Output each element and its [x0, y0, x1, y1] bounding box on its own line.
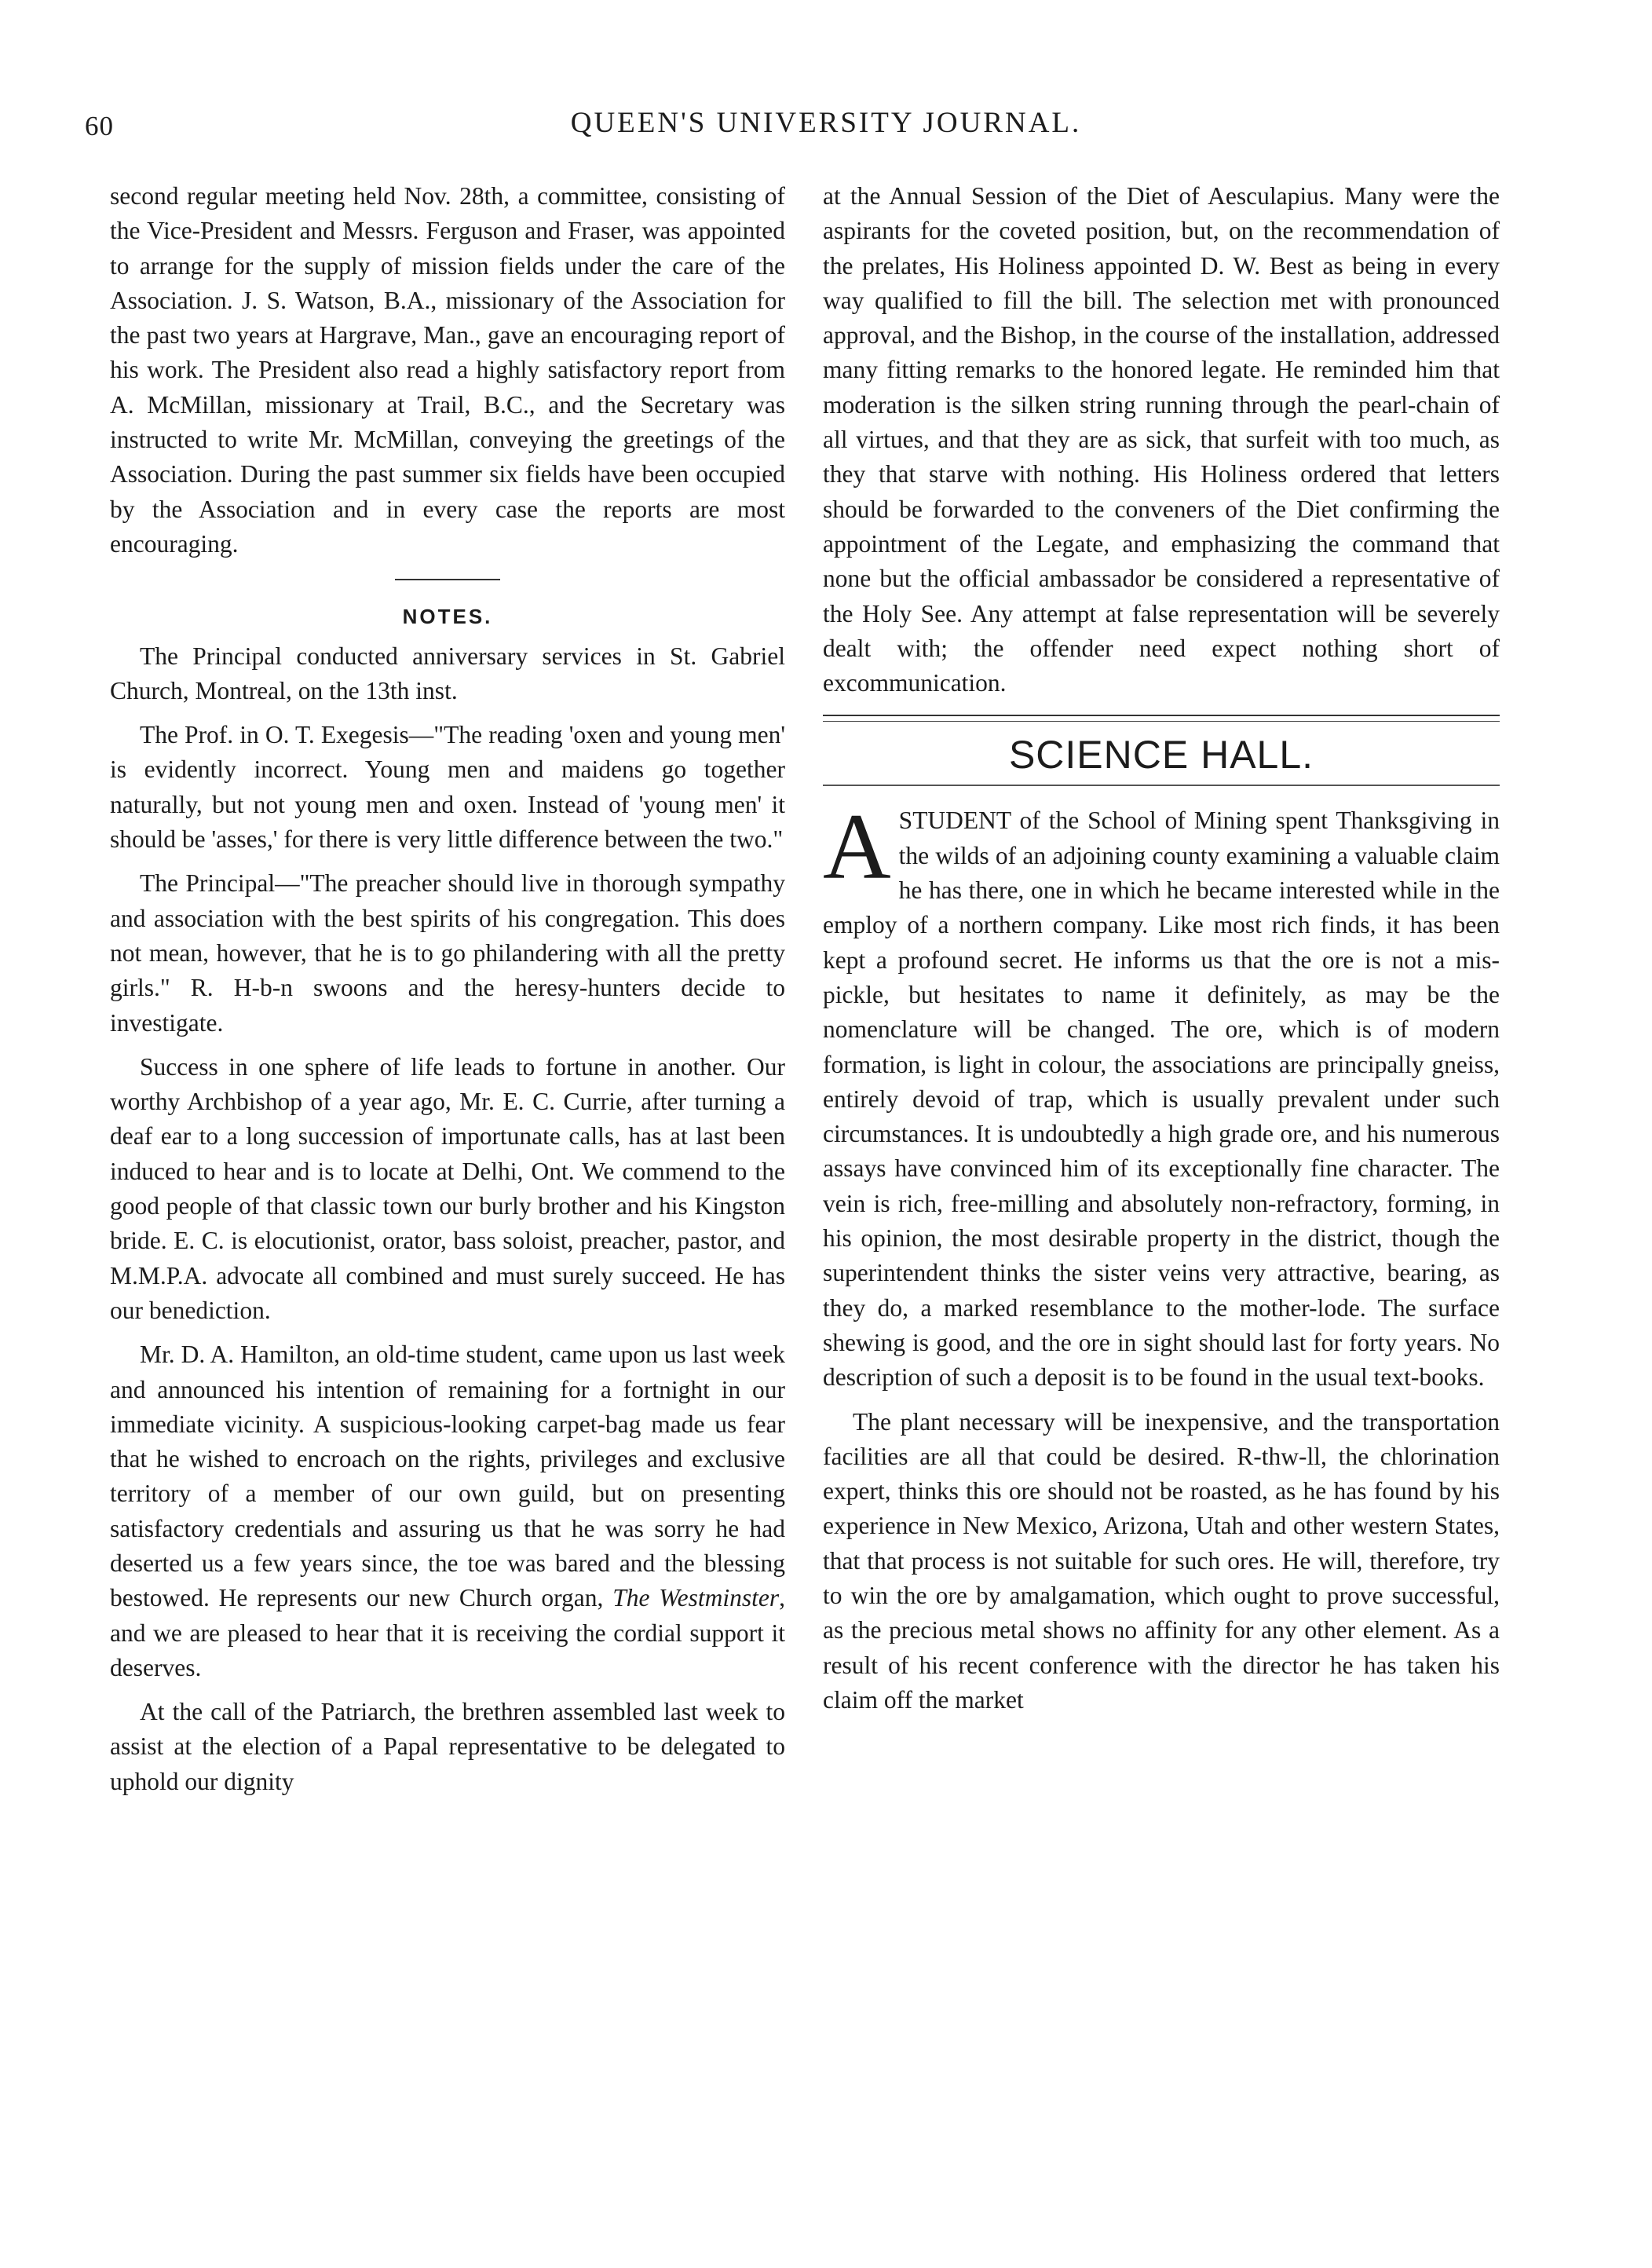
patriarch-paragraph-end: at the Annual Session of the Diet of Aesculapius. Many were the aspirants for the coveted position, but, on the recommendation of the prelates, His Holiness appointed D. W. Best as being in every way qualified to fill the bill. The selection met with pronounced approval, and the Bishop, in the course of the installation, addressed many fitting remarks to the honored legate. He reminded him that moderation is the silken string running through the pearl-chain of all virtues, and that they are as sick, that surfeit with too much, as they that starve with nothing. His Holiness ordered that letters should be forwarded to the conveners of the Diet confirming the appointment of the Legate, and emphasizing the command that none but the official ambassador be considered a representative of the Holy See. Any attempt at false representation will be severely dealt with; the offender need expect nothing short of excommunication. — [823, 182, 1500, 697]
right-column — [823, 179, 1500, 1727]
journal-title: QUEEN'S UNIVERSITY JOURNAL. — [570, 107, 1082, 139]
notes-heading: NOTES. — [402, 605, 493, 629]
notes-paragraph: Success in one sphere of life leads to fortune in another. Our worthy Archbishop of a year ago, Mr. E. C. Currie, after turning a deaf ear to a long succession of importunate calls, has at last been induced to hear and is to locate at Delhi, Ont. We commend to the good people of that classic town our burly brother and his Kingston bride. E. C. is elocutionist, orator, bass soloist, preacher, pastor, and M.M.P.A. advocate all combined and must surely succeed. He has our benediction. — [110, 1052, 785, 1324]
page-number: 60 — [85, 111, 114, 141]
intro-paragraph: second regular meeting held Nov. 28th, a committee, consisting of the Vice-President and Messrs. Ferguson and Fraser, was appointed to arrange for the supply of mission fields under the care of the Association. J. S. Watson, B.A., missionary of the Association for the past two years at Hargrave, Man., gave an encouraging report of his work. The President also read a highly satisfactory report from A. McMillan, missionary at Trail, B.C., and the Secretary was instructed to write Mr. McMillan, conveying the greetings of the Association. During the past summer six fields have been occupied by the Association and in every case the reports are most encouraging. — [110, 182, 785, 558]
patriarch-paragraph-start: At the call of the Patriarch, the brethren assembled last week to assist at the election of a Papal representative to be delegated to uphold our dignity — [110, 1698, 785, 1795]
science-paragraph-text: STUDENT of the School of Mining spent Thanksgiving in the wilds of an adjoining county examining a valuable claim he has there, one in which he became interested while in the employ of a northern company. Like most rich finds, it has been kept a profound secret. He informs us that the ore is not a mis-pickle, but hesitates to name it definitely, as may be the nomenclature will be changed. The ore, which is of modern formation, is light in colour, the associations are principally gneiss, entirely devoid of trap, which is usually prevalent under such circumstances. It is undoubtedly a high grade ore, and his numerous assays have convinced him of its exceptionally fine character. The vein is rich, free-milling and absolutely non-refractory, forming, in his opinion, the most desirable property in the district, though the superintendent thinks the sister veins very attractive, bearing, as they do, a marked resemblance to the mother-lode. The surface shewing is good, and the ore in sight should last for forty years. No description of such a deposit is to be found in the usual text-books. — [823, 807, 1500, 1392]
science-paragraph: The plant necessary will be inexpensive, and the transportation facilities are all that could be desired. R-thw-ll, the chlorination expert, thinks this ore should not be roasted, as he has found by his experience in New Mexico, Arizona, Utah and other western States, that that process is not suitable for such ores. He will, therefore, try to win the ore by amalgamation, which ought to prove successful, as the precious metal shows no affinity for any other element. As a result of his recent conference with the director he has taken his claim off the market — [823, 1407, 1500, 1714]
drop-cap-letter: A — [823, 794, 891, 899]
westminster-title: The Westminster — [612, 1584, 780, 1612]
notes-paragraph-hamilton — [110, 1337, 785, 1685]
hamilton-text-after: , and we are pleased to hear that it is receiving the cordial support it deserves. — [110, 1584, 785, 1681]
science-hall-title: SCIENCE HALL. — [1008, 733, 1314, 777]
notes-paragraph: The Principal conducted anniversary services in St. Gabriel Church, Montreal, on the 13th inst. — [110, 642, 785, 704]
left-column — [110, 179, 785, 1809]
notes-paragraph: The Principal—"The preacher should live in thorough sympathy and association with the best spirits of his congregation. This does not mean, however, that he is to go philandering with all the pretty girls." R. H-b-n swoons and the heresy-hunters decide to investigate. — [110, 869, 785, 1037]
hamilton-text-before: Mr. D. A. Hamilton, an old-time student, came upon us last week and announced his intention of remaining for a fortnight in our immediate vicinity. A suspicious-looking carpet-bag made us fear that he wished to encroach on the rights, privileges and exclusive territory of a member of our own guild, but on presenting satisfactory credentials and assuring us that he was sorry he had deserted us a few years since, the toe was bared and the blessing bestowed. He represents our new Church organ, — [110, 1341, 785, 1612]
thin-rule — [823, 785, 1500, 786]
page-header — [0, 106, 1652, 153]
double-rule — [823, 715, 1500, 722]
notes-paragraph: The Prof. in O. T. Exegesis—"The reading 'oxen and young men' is evidently incorrect. Young men and maidens go together naturally, but not young men and oxen. Instead of 'young men' it should be 'asses,' for there is very little difference between the two." — [110, 721, 785, 854]
science-paragraph — [823, 794, 1500, 1395]
section-divider — [395, 579, 500, 580]
